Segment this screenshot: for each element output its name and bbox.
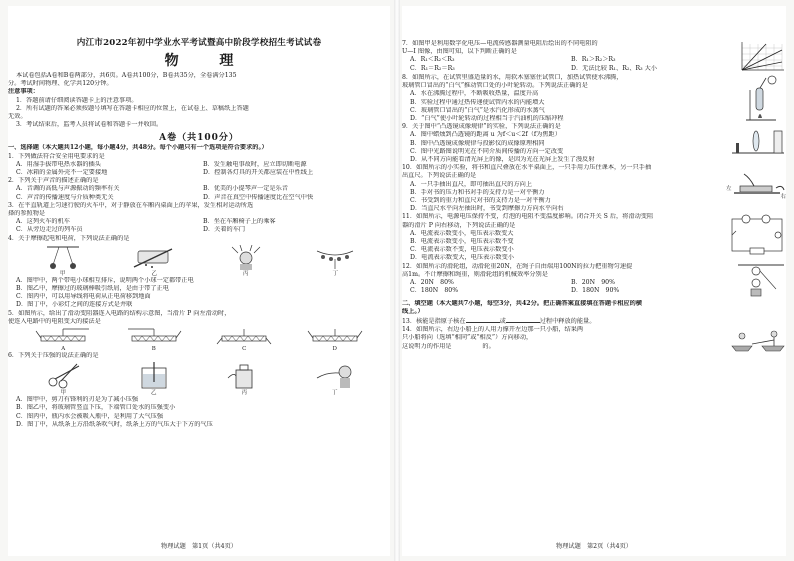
exam-title: 内江市2022年初中学业水平考试暨高中阶段学校招生考试试卷 <box>76 38 322 48</box>
q4-option-d: D．图丁中，小彩灯之间的连接方式是并联 <box>16 301 133 309</box>
q4-figures <box>8 243 390 277</box>
q2-stem: 2．下列关于声音的描述正确的是 <box>8 177 99 185</box>
q11-option-d: D．电流表示数变大，电压表示数变小 <box>410 254 514 262</box>
q12-option-a: A．20N 80% <box>410 279 454 287</box>
q3-option-d: D．关着的车门 <box>203 226 246 234</box>
q1-option-d: D．控制各灯具的开关都应装在中性线上 <box>203 169 314 177</box>
q3-stem: 3．在平直轨道上匀速行驶的火车中，对于静放在车厢内桌面上的苹果，发生相对运动所选 <box>8 201 254 209</box>
q6-option-d: D．图丁中，从纸条上方沿纸条吹气时，纸条上方的气压大于下方的气压 <box>16 420 213 428</box>
page-fold <box>394 0 400 561</box>
subject-title: 物 理 <box>164 53 252 69</box>
note-line: 无效。 <box>8 113 27 121</box>
q7-option-c: C．R₁＝R₂＝R₃ <box>410 64 455 72</box>
q5-figure <box>35 328 91 352</box>
q9 <box>402 123 786 164</box>
q6-figure <box>315 362 355 396</box>
note-line: 3．考试结束后，监考人员将试卷和答题卡一并收回。 <box>16 121 163 129</box>
q10-option-c: C．书受到的重力和直尺对书的支持力是一对平衡力 <box>410 197 551 205</box>
q12-option-c: C．180N 80% <box>410 287 459 295</box>
q10-left-label: 左 <box>726 186 732 193</box>
answer-blank[interactable] <box>466 316 500 323</box>
notes-title: 注意事项： <box>8 88 39 96</box>
q6-figure-caption: 甲 <box>60 390 66 397</box>
rheostat-icon <box>126 328 182 346</box>
q8 <box>402 74 786 123</box>
page-2 <box>402 6 786 556</box>
q14-line: 14．如图所示，右边小船上的人用力撑开左边那一只小船，结果两 <box>402 326 584 334</box>
q1-stem: 1．下列做法符合安全用电要求的是 <box>8 152 105 160</box>
q6-figure <box>43 362 83 396</box>
circuit-diagram-icon <box>728 213 786 257</box>
q4-figure-caption: 乙 <box>151 270 157 277</box>
q5-figure-caption: A <box>61 346 66 353</box>
q6-option-b: B．图乙中，将玻璃管竖直下压，下端管口处水的压强变小 <box>16 404 176 412</box>
q1-option-a: A．用湿手拔带电热水器的插头 <box>16 160 101 168</box>
page-footer: 物理试题 第1页（共4页） <box>161 543 237 550</box>
glass-rod-icon <box>132 245 176 271</box>
q3-options <box>8 226 390 234</box>
fill-header: 二、填空题（本大题共7小题，每空3分，共42分。把正确答案直接填在答题卡相应的横 <box>402 299 642 307</box>
q12-stem: 高1m。不计摩擦和绳重，则滑轮组的机械效率分别是 <box>402 270 548 278</box>
q12-stem: 12．如图所示的滑轮组，动滑轮重20N，在绳子自由端用100N的拉力把重物匀速提 <box>402 262 633 270</box>
page-1 <box>8 6 390 556</box>
q13-part: 过程中释放的能量。 <box>539 318 596 326</box>
q6-stem: 6．下列关于压强的说法正确的是 <box>8 352 99 360</box>
boats-icon <box>730 326 786 354</box>
q8-option-a: A．水在沸腾过程中，不断吸收热量，温度升高 <box>410 90 539 98</box>
q3-option-a: A．这列火车的机车 <box>16 218 70 226</box>
q8-option-d: D．“白气”使小叶轮转动的过程相当于汽油机的压缩冲程 <box>410 115 564 123</box>
q8-option-c: C．玻璃管口冒出的“白气”是水汽化形成的水蒸气 <box>410 106 545 114</box>
q4-figure-caption: 丙 <box>242 270 249 277</box>
q2-options <box>8 185 390 193</box>
q11-option-b: B．电流表示数变小，电压表示数不变 <box>410 238 514 246</box>
pulley-icon <box>736 263 786 297</box>
q14 <box>402 326 786 354</box>
q5-figure <box>307 328 363 352</box>
q4-option-c: C．图丙中，可以用导线将电荷从正电荷移到地面 <box>16 293 151 301</box>
q4-figure-caption: 丁 <box>332 270 338 277</box>
q13-part: 或 <box>499 318 506 326</box>
scissors-icon <box>43 362 83 390</box>
q2-option-d: D．声音在真空中传播速度比在空气中快 <box>203 193 314 201</box>
q9-option-b: B．图中凸透镜成像规律与投影仪的成像原理相同 <box>410 139 545 147</box>
q4-figure <box>315 245 355 277</box>
q7-option-d: D．无法比较 R₁、R₂、R₃ 大小 <box>571 64 657 72</box>
q3-option-c: C．从旁边走过的列车员 <box>16 226 83 234</box>
q5-figure-caption: B <box>151 346 156 353</box>
q8-stem: 8．如图所示，在试管里盛适量的水，用软木塞塞住试管口，加热试管使水沸腾， <box>402 74 623 81</box>
q6-figure-caption: 乙 <box>150 390 157 397</box>
q6-option-a: A．图甲中，剪刀有锋利的刃是为了减小压强 <box>16 396 139 404</box>
q6-figure <box>134 362 174 396</box>
note-line: 1．答题前请仔细阅读答题卡上的注意事项。 <box>16 96 138 104</box>
q3-option-b: B．坐在车厢椅子上的乘客 <box>203 218 276 226</box>
q4-option-b: B．图乙中，摩擦过的玻璃棒吸引纸屑，是由于带了正电 <box>16 285 170 293</box>
q13 <box>402 316 786 326</box>
q10-right-label: 右 <box>780 194 786 201</box>
q11-option-c: C．电流表示数不变，电压表示数变小 <box>410 246 514 254</box>
q11-stem: 11．如图所示，电源电压保持不变，灯泡的电阻不变温度影响。闭合开关 S 后，将滑动变阻 <box>402 213 654 221</box>
book-ruler-icon <box>726 164 786 204</box>
bottle-icon <box>224 362 264 390</box>
q4-figure <box>226 245 266 277</box>
q1-options <box>8 169 390 177</box>
q10-stem: 10．如图所示的小实验，将书和直尺叠放在水平桌面上，一只手用力压住课本，另一只手抽 <box>402 164 652 172</box>
mc-header: 一、选择题（本大题共12小题，每小题4分，共48分。每个小题只有一个选项是符合要求的。） <box>8 144 268 152</box>
q13-part: 13．核能是指原子核在 <box>402 318 466 326</box>
q3-options <box>8 218 390 226</box>
intro-line: 分。考试时间物理、化学共120分钟。 <box>8 80 113 88</box>
q10-stem: 出直尺。下列说法正确的是 <box>402 172 477 180</box>
answer-blank[interactable] <box>506 316 540 323</box>
q2-option-b: B．优美的小提琴声一定是乐音 <box>203 185 288 193</box>
rheostat-icon <box>216 328 272 346</box>
q7-stem: 7．如图甲是利用数字化电压—电流传感器测量电阻后绘出的不同电阻的 <box>402 40 598 47</box>
q5-stem: 5．如图所示，给出了滑动变阻器连入电路的结构示意图，当滑片 P 向左滑动时， <box>8 309 231 317</box>
q11-stem: 器的滑片 P 向右移动，下列说法正确的是 <box>402 221 516 229</box>
q7-stem: U—I 图像，由图可知，以下判断正确的是 <box>402 48 517 56</box>
q5-figures <box>8 326 390 352</box>
q12 <box>402 263 786 297</box>
q6-figure <box>224 362 264 396</box>
q9-option-d: D．从不同方向能看清光屏上的像，是因为光在光屏上发生了漫反射 <box>410 156 595 164</box>
section-a-title: A卷（共100分） <box>159 133 239 144</box>
q9-stem: 9．关于图中“凸透镜成像规律”的实验，下列说法正确的是 <box>402 123 561 131</box>
rheostat-icon <box>35 328 91 346</box>
q4-figure <box>132 245 176 277</box>
q4-figure <box>43 245 83 277</box>
string-lights-icon <box>315 245 355 271</box>
q6-figure-caption: 丁 <box>331 390 338 397</box>
q10-option-b: B．手对书的压力和书对手的支持力是一对平衡力 <box>410 188 545 196</box>
q5-figure-caption: D <box>332 346 337 353</box>
person-hair-icon <box>226 245 266 271</box>
q2-option-c: C．声音的传播速度与介质种类无关 <box>16 193 114 201</box>
charged-balls-icon <box>43 245 83 271</box>
q7-option-a: A．R₁＜R₂＜R₃ <box>410 56 455 64</box>
q14-line: 这说明力的作用是 的。 <box>402 342 495 350</box>
q8-stem: 玻璃管口冒出的“白气”推动管口处的小叶轮转动。下列说法正确的是 <box>402 82 588 90</box>
blowing-paper-icon <box>315 362 355 390</box>
q12-option-d: D．180N 90% <box>571 287 620 295</box>
q7 <box>402 40 786 74</box>
q4-stem: 4．关于摩擦起电和电荷，下列说法正确的是 <box>8 234 130 242</box>
q9-option-a: A．图中蜡烛到凸透镜的距离 u 为f＜u＜2f（f为焦距） <box>410 131 561 139</box>
q11-option-a: A．电流表示数变小，电压表示数变大 <box>410 229 514 237</box>
q5-figure <box>216 328 272 352</box>
q1-options <box>8 161 390 169</box>
q4-option-a: A．图甲中，两个带电小球相互排斥，说明两个小球一定都带正电 <box>16 276 194 284</box>
q3-stem: 择的参照物是 <box>8 210 46 218</box>
q2-options <box>8 194 390 202</box>
q7-option-b: B．R₁＞R₂＞R₃ <box>571 56 616 64</box>
page-footer: 物理试题 第2页（共4页） <box>556 543 632 550</box>
q10-option-d: D．当直尺水平向左抽出时，书受到摩擦力方向水平向右 <box>410 205 564 213</box>
ui-graph-icon <box>736 40 786 74</box>
q8-option-b: B．实验过程中通过热传递使试管内水的内能增大 <box>410 98 545 106</box>
q9-option-c: C．图中光路图说明光在不同介质间传播的方向一定改变 <box>410 147 564 155</box>
q5-stem: 使连入电路中的电阻变大的接法是 <box>8 317 101 325</box>
lens-bench-icon <box>730 123 786 159</box>
q1-option-c: C．冰箱的金属外壳不一定要接地 <box>16 169 108 177</box>
q14-line: 只小船将向（选填“相同”或“相反”）方向移动， <box>402 334 533 342</box>
q10 <box>402 164 786 213</box>
rheostat-icon <box>307 328 363 346</box>
beaker-tube-icon <box>134 362 174 390</box>
q1-option-b: B．发生触电事故时，应立即切断电源 <box>203 160 307 168</box>
q10-option-a: A．一只手抽出直尺，即可抽出直尺的方向上 <box>410 180 533 188</box>
q2-option-a: A．音调的高低与声源振动的频率有关 <box>16 185 120 193</box>
q5-figure-caption: C <box>242 346 247 353</box>
q4-figure-caption: 甲 <box>59 270 66 277</box>
heated-test-tube-icon <box>736 74 786 122</box>
q11 <box>402 213 786 262</box>
q5-figure <box>126 328 182 352</box>
q6-option-c: C．图丙中，瓶内水会被吸入瓶中，是利用了大气压强 <box>16 412 164 420</box>
q6-figure-caption: 丙 <box>241 390 247 397</box>
q12-option-b: B．20N 90% <box>571 279 615 287</box>
note-line: 2．所有试题的答案必须按题号填写在答题卡相应的位置上，在试卷上、草稿纸上答题 <box>16 104 249 112</box>
intro-line: 本试卷包括A卷和B卷两部分，共6页。A卷共100分，B卷共35分，全卷满分135 <box>16 72 237 79</box>
q6-figures <box>8 360 390 396</box>
fill-header: 线上。） <box>402 307 424 315</box>
